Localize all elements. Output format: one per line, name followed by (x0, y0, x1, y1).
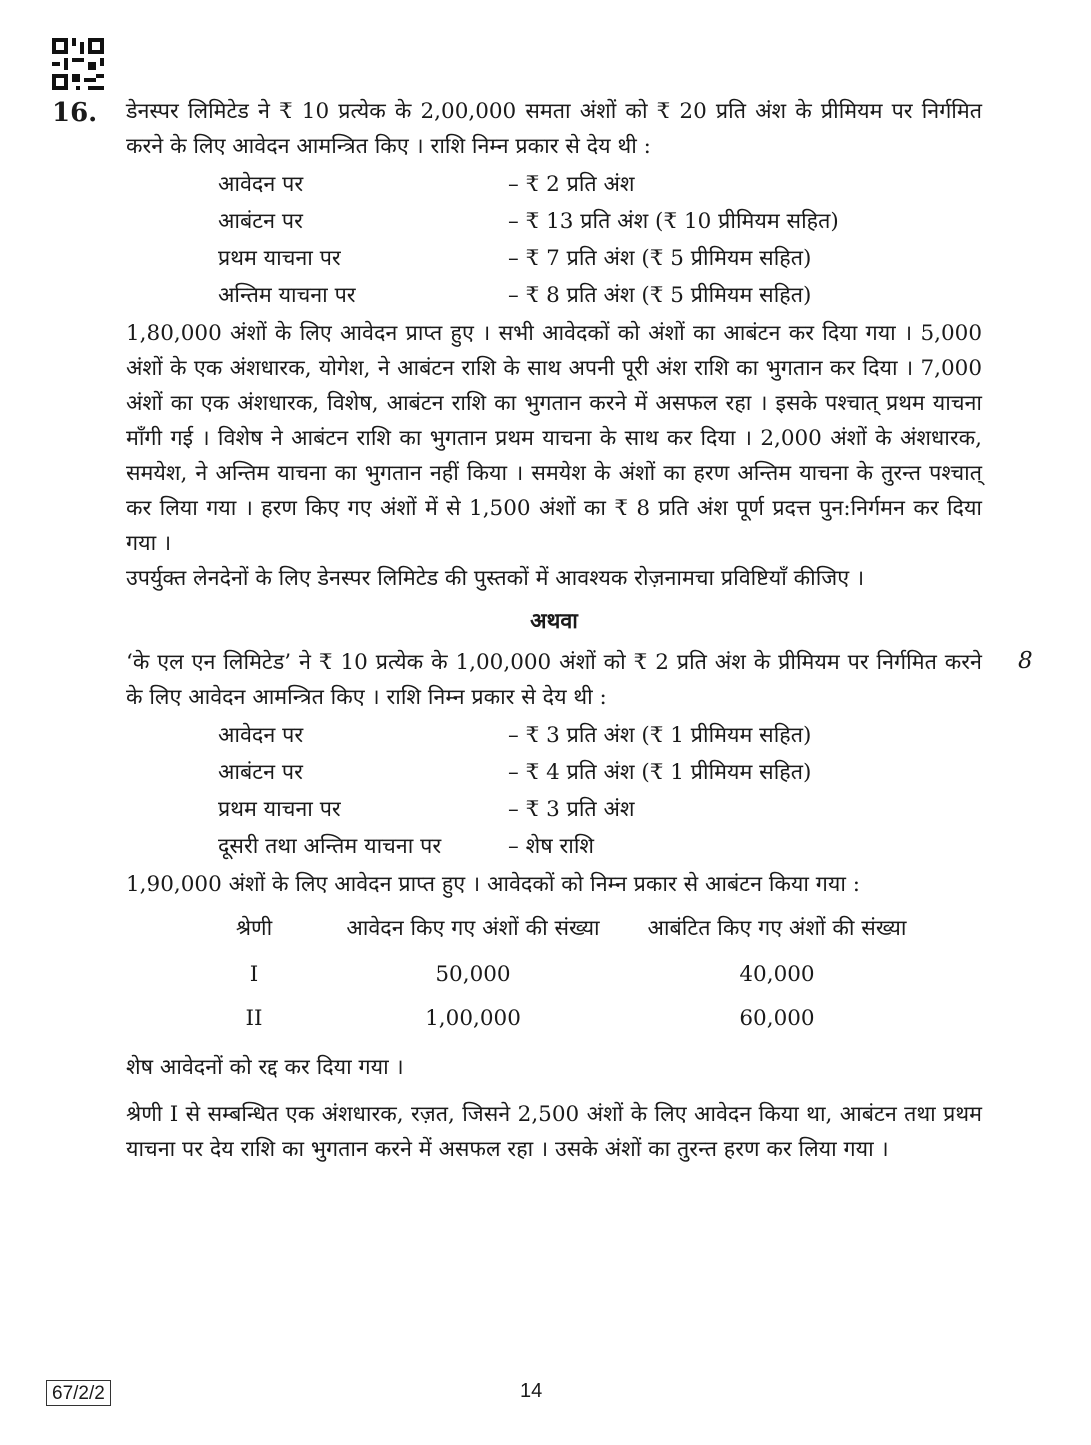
or-divider: अथवा (530, 609, 578, 634)
table-cell: 40,000 (739, 961, 815, 987)
schedule-row (218, 203, 982, 240)
question-intro: डेनस्पर लिमिटेड ने ₹ 10 प्रत्येक के 2,00,000 समता अंशों को ₹ 20 प्रति अंश के प्रीमियम पर निर्गमित करने के लिए आवेदन आमन्त्रित किए । राशि निम्न प्रकार से देय थी : (126, 99, 982, 159)
table-header: श्रेणी (235, 916, 273, 941)
schedule-row (218, 717, 982, 754)
qr-code-icon (52, 38, 104, 90)
question-content (126, 94, 982, 1167)
table-header: आबंटित किए गए अंशों की संख्या (647, 916, 907, 941)
table-header: आवेदन किए गए अंशों की संख्या (346, 916, 600, 941)
question-instruction: उपर्युक्त लेनदेनों के लिए डेनस्पर लिमिटेड की पुस्तकों में आवश्यक रोज़नामचा प्रविष्टियाँ कीजिए । (126, 566, 865, 591)
allotment-table (182, 912, 934, 1040)
question-body: 1,80,000 अंशों के लिए आवेदन प्राप्त हुए । सभी आवेदकों को अंशों का आबंटन कर दिया गया । 5,000 अंशों के एक अंशधारक, योगेश, ने आबंटन राशि के साथ अपनी पूरी अंश राशि का भुगतान कर दिया । 7,000 अंशों का एक अंशधारक, विशेष, आबंटन राशि का भुगतान करने में असफल रहा । इसके पश्चात् प्रथम याचना माँगी गई । विशेष ने आबंटन राशि का भुगतान प्रथम याचना के साथ कर दिया । 2,000 अंशों के अंशधारक, समयेश, ने अन्तिम याचना का भुगतान नहीं किया । समयेश के अंशों का हरण अन्तिम याचना के तुरन्त पश्चात् कर लिया गया । हरण किए गए अंशों में से 1,500 अंशों का ₹ 8 प्रति अंश पूर्ण प्रदत्त पुन:निर्गमन कर दिया गया । (126, 321, 982, 556)
payment-schedule (218, 166, 982, 314)
table-row (182, 952, 934, 996)
schedule-value: – शेष राशि (508, 834, 595, 859)
schedule-value: – ₹ 2 प्रति अंश (508, 172, 635, 197)
table-cell: 50,000 (435, 961, 511, 987)
schedule-value: – ₹ 4 प्रति अंश (₹ 1 प्रीमियम सहित) (508, 760, 812, 785)
rejected-text: शेष आवेदनों को रद्द कर दिया गया । (126, 1055, 404, 1080)
schedule-value: – ₹ 13 प्रति अंश (₹ 10 प्रीमियम सहित) (508, 209, 839, 234)
schedule-label: प्रथम याचना पर (218, 246, 341, 271)
schedule-value: – ₹ 3 प्रति अंश (₹ 1 प्रीमियम सहित) (508, 723, 812, 748)
question-number: 16. (52, 98, 98, 128)
schedule-row (218, 277, 982, 314)
schedule-label: आबंटन पर (218, 209, 303, 234)
alternative-intro: ‘के एल एन लिमिटेड’ ने ₹ 10 प्रत्येक के 1,00,000 अंशों को ₹ 2 प्रति अंश के प्रीमियम पर निर्गमित करने के लिए आवेदन आमन्त्रित किए । राशि निम्न प्रकार से देय थी : (126, 650, 982, 710)
schedule-row (218, 166, 982, 203)
table-row (182, 996, 934, 1040)
schedule-row (218, 828, 982, 865)
schedule-row (218, 240, 982, 277)
schedule-label: अन्तिम याचना पर (218, 283, 356, 308)
alternative-payment-schedule (218, 717, 982, 865)
marks-label: 8 (1018, 648, 1033, 674)
schedule-value: – ₹ 8 प्रति अंश (₹ 5 प्रीमियम सहित) (508, 283, 812, 308)
schedule-row (218, 754, 982, 791)
table-header-row (182, 912, 934, 952)
paper-code: 67/2/2 (46, 1380, 111, 1406)
schedule-label: आवेदन पर (218, 172, 304, 197)
table-cell: I (249, 961, 259, 987)
applications-text: 1,90,000 अंशों के लिए आवेदन प्राप्त हुए । आवेदकों को निम्न प्रकार से आबंटन किया गया : (126, 872, 861, 897)
table-cell: II (245, 1005, 263, 1031)
schedule-value: – ₹ 7 प्रति अंश (₹ 5 प्रीमियम सहित) (508, 246, 812, 271)
table-cell: 1,00,000 (425, 1005, 521, 1031)
page-number: 14 (520, 1380, 543, 1402)
table-cell: 60,000 (739, 1005, 815, 1031)
schedule-value: – ₹ 3 प्रति अंश (508, 797, 635, 822)
schedule-label: आवेदन पर (218, 723, 304, 748)
forfeit-text: श्रेणी I से सम्बन्धित एक अंशधारक, रज़त, जिसने 2,500 अंशों के लिए आवेदन किया था, आबंटन तथा प्रथम याचना पर देय राशि का भुगतान करने में असफल रहा । उसके अंशों का तुरन्त हरण कर लिया गया । (126, 1102, 982, 1162)
schedule-label: आबंटन पर (218, 760, 303, 785)
schedule-label: प्रथम याचना पर (218, 797, 341, 822)
schedule-label: दूसरी तथा अन्तिम याचना पर (218, 834, 442, 859)
schedule-row (218, 791, 982, 828)
